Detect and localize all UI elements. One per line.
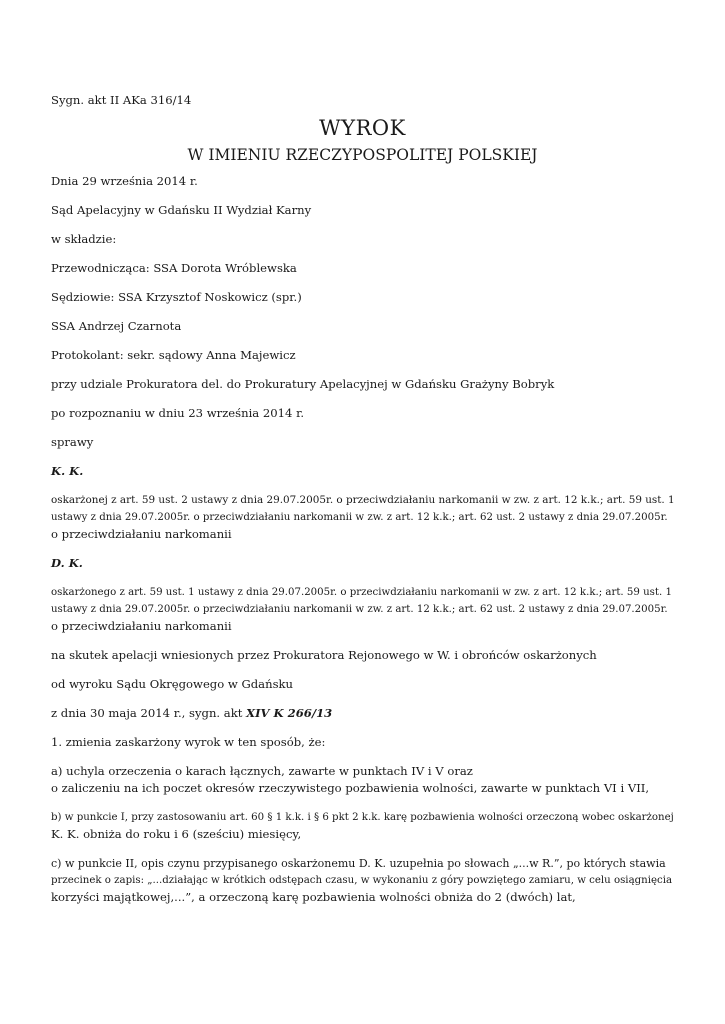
defendant-2-charges <box>51 584 674 635</box>
prosecutor: przy udziale Prokuratora del. do Prokuratury Apelacyjnej w Gdańsku Grażyny Bobryk <box>51 377 555 391</box>
ruling-point-c <box>51 855 674 906</box>
judgment-date-prefix: z dnia 30 maja 2014 r., sygn. akt <box>51 706 247 720</box>
ruling-line: przecinek o zapis: „...działając w krótkich odstępach czasu, w wykonaniu z góry powziętego zamiaru, w celu osiągnięcia <box>51 875 673 886</box>
ruling-point-a <box>51 763 674 797</box>
ruling-point-1: 1. zmienia zaskarżony wyrok w ten sposób, że: <box>51 735 326 749</box>
court-name: Sąd Apelacyjny w Gdańsku II Wydział Karny <box>51 203 312 217</box>
case-signature: Sygn. akt II AKa 316/14 <box>51 93 192 107</box>
defendant-1-charges <box>51 492 674 543</box>
ruling-line: K. K. obniża do roku i 6 (sześciu) miesięcy, <box>51 827 302 841</box>
ruling-line: o zaliczeniu na ich poczet okresów rzeczywistego pozbawienia wolności, zawarte w punktach VI i VII, <box>51 781 650 795</box>
presiding-judge: Przewodnicząca: SSA Dorota Wróblewska <box>51 261 297 275</box>
hearing-date: po rozpoznaniu w dniu 23 września 2014 r. <box>51 406 305 420</box>
charge-line: ustawy z dnia 29.07.2005r. o przeciwdziałaniu narkomanii w zw. z art. 12 k.k.; art. 62 ust. 2 ustawy z dnia 29.07.2005r. <box>51 512 668 523</box>
ruling-line: a) uchyla orzeczenia o karach łącznych, zawarte w punktach IV i V oraz <box>51 764 473 778</box>
judgment-reference: XIV K 266/13 <box>246 706 333 720</box>
composition-label: w składzie: <box>51 232 117 246</box>
charge-line: ustawy z dnia 29.07.2005r. o przeciwdziałaniu narkomanii w zw. z art. 12 k.k.; art. 62 ust. 2 ustawy z dnia 29.07.2005r. <box>51 604 668 615</box>
appealed-judgment: od wyroku Sądu Okręgowego w Gdańsku <box>51 677 294 691</box>
document-title: WYROK <box>319 116 406 140</box>
defendant-1-name: K. K. <box>51 464 84 478</box>
judgment-date: Dnia 29 września 2014 r. <box>51 174 198 188</box>
case-label: sprawy <box>51 435 94 449</box>
charge-line: oskarżonego z art. 59 ust. 1 ustawy z dnia 29.07.2005r. o przeciwdziałaniu narkomanii w zw. z art. 12 k.k.; art. 59 ust. 1 <box>51 587 672 598</box>
ruling-line: c) w punkcie II, opis czynu przypisanego oskarżonemu D. K. uzupełnia po słowach „...w R.”, po których stawia <box>51 857 666 870</box>
judge-second: SSA Andrzej Czarnota <box>51 319 182 333</box>
appealed-judgment-date <box>51 705 674 722</box>
ruling-point-b <box>51 809 674 843</box>
defendant-2-name: D. K. <box>51 556 83 570</box>
appeal-info: na skutek apelacji wniesionych przez Prokuratora Rejonowego w W. i obrońców oskarżonych <box>51 648 597 662</box>
court-clerk: Protokolant: sekr. sądowy Anna Majewicz <box>51 348 296 362</box>
charge-line: o przeciwdziałaniu narkomanii <box>51 527 232 541</box>
judges: Sędziowie: SSA Krzysztof Noskowicz (spr.) <box>51 290 302 304</box>
ruling-line: korzyści majątkowej,...”, a orzeczoną karę pozbawienia wolności obniża do 2 (dwóch) lat, <box>51 890 576 904</box>
charge-line: oskarżonej z art. 59 ust. 2 ustawy z dnia 29.07.2005r. o przeciwdziałaniu narkomanii w zw. z art. 12 k.k.; art. 59 ust. 1 <box>51 494 675 506</box>
document-subtitle: W IMIENIU RZECZYPOSPOLITEJ POLSKIEJ <box>187 146 538 164</box>
ruling-line: b) w punkcie I, przy zastosowaniu art. 60 § 1 k.k. i § 6 pkt 2 k.k. karę pozbawienia wolności orzeczoną wobec oskarżonej <box>51 812 674 823</box>
charge-line: o przeciwdziałaniu narkomanii <box>51 619 232 633</box>
